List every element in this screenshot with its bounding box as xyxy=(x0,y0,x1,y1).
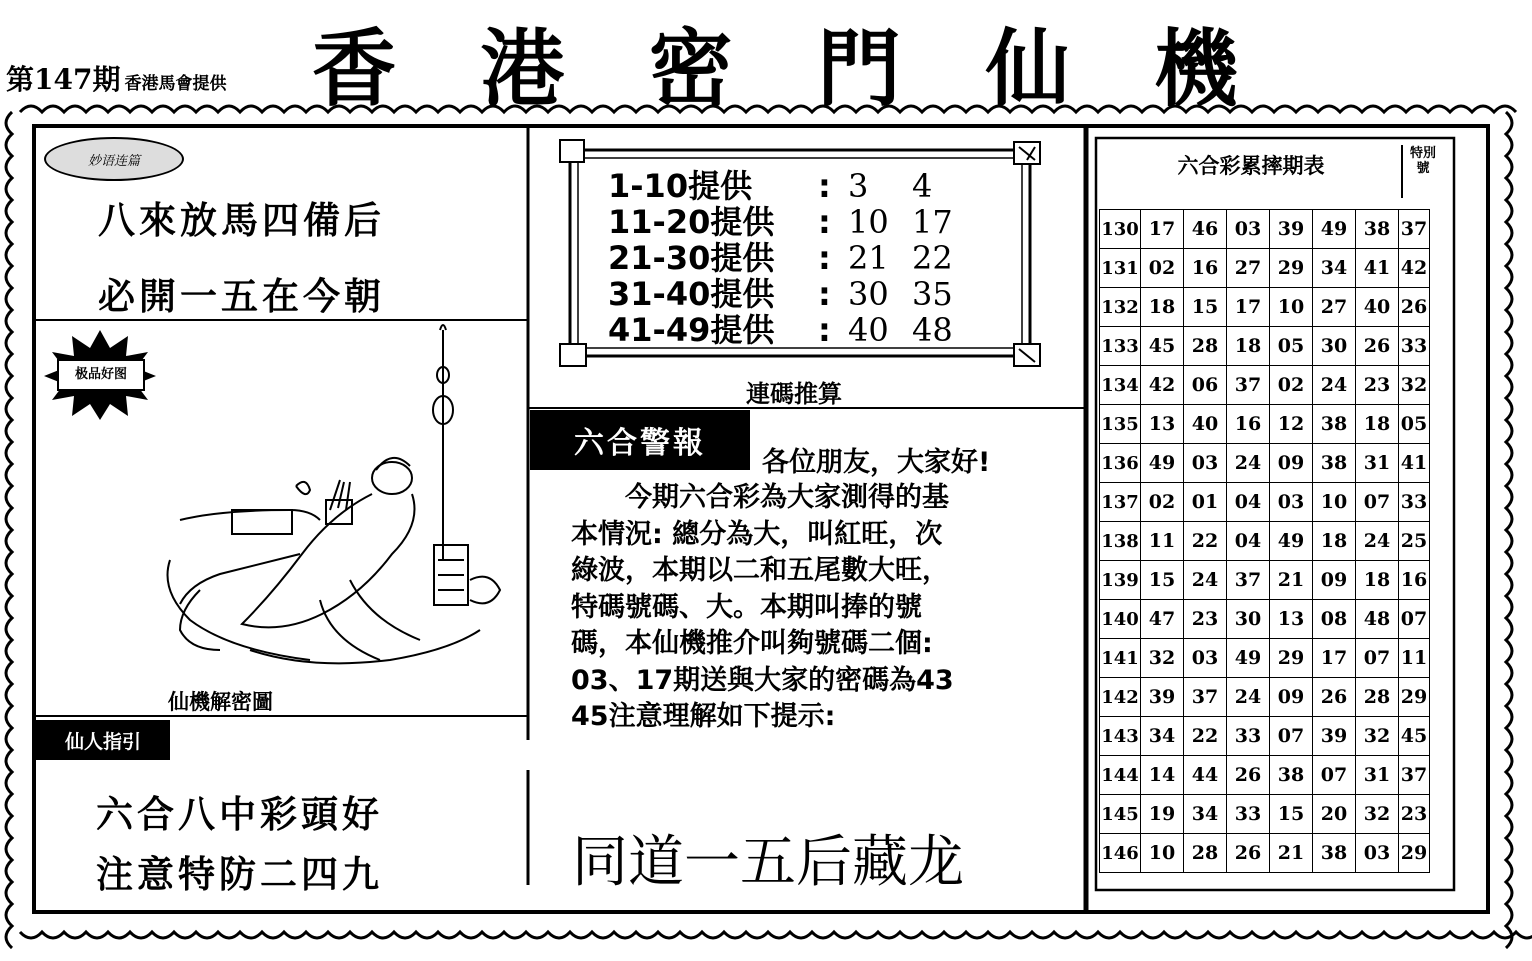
number-cell: 03 xyxy=(1227,210,1270,249)
provider-label: 香港馬會提供 xyxy=(124,74,227,94)
number-cell: 10 xyxy=(1141,834,1184,873)
issue-cell: 142 xyxy=(1100,678,1141,717)
number-cell: 33 xyxy=(1227,795,1270,834)
number-cell: 49 xyxy=(1141,444,1184,483)
number-cell: 48 xyxy=(1356,600,1399,639)
number-cell: 47 xyxy=(1141,600,1184,639)
table-row xyxy=(1100,561,1430,600)
number-cell: 39 xyxy=(1270,210,1313,249)
number-cell: 39 xyxy=(1141,678,1184,717)
badge-text: 妙语连篇 xyxy=(87,153,140,169)
alert-label-text: 六合警報 xyxy=(574,426,706,461)
number-cell: 09 xyxy=(1313,561,1356,600)
number-cell: 18 xyxy=(1227,327,1270,366)
special-number-cell: 41 xyxy=(1399,444,1430,483)
main-title xyxy=(312,2,1242,118)
table-row xyxy=(1100,522,1430,561)
special-number-cell: 33 xyxy=(1399,327,1430,366)
issue-label: 第147期 xyxy=(6,63,121,96)
number-cell: 04 xyxy=(1227,483,1270,522)
number-cell: 31 xyxy=(1356,756,1399,795)
special-number-cell: 33 xyxy=(1399,483,1430,522)
number-cell: 16 xyxy=(1227,405,1270,444)
number-cell: 04 xyxy=(1227,522,1270,561)
number-cell: 38 xyxy=(1313,405,1356,444)
number-cell: 30 xyxy=(1313,327,1356,366)
line-value-b: 4 xyxy=(912,167,933,205)
number-cell: 07 xyxy=(1356,483,1399,522)
table-row xyxy=(1100,717,1430,756)
table-row xyxy=(1100,405,1430,444)
line-value-b: 35 xyxy=(912,275,953,313)
line-row: 21-30提供 : 21 22 xyxy=(608,239,953,277)
issue-cell: 137 xyxy=(1100,483,1141,522)
special-number-cell: 37 xyxy=(1399,756,1430,795)
number-cell: 27 xyxy=(1313,288,1356,327)
line-value-a: 30 xyxy=(848,275,889,313)
issue-cell: 141 xyxy=(1100,639,1141,678)
number-cell: 06 xyxy=(1184,366,1227,405)
issue-cell: 133 xyxy=(1100,327,1141,366)
scalloped-border-left xyxy=(6,112,12,948)
number-cell: 26 xyxy=(1227,834,1270,873)
number-cell: 03 xyxy=(1184,639,1227,678)
number-cell: 32 xyxy=(1356,795,1399,834)
alert-label xyxy=(530,410,750,470)
title-char-1: 香 xyxy=(312,20,401,118)
paragraph-line: 本情況: 總分為大，叫紅旺，次 xyxy=(571,518,943,550)
special-number-cell: 07 xyxy=(1399,600,1430,639)
number-cell: 39 xyxy=(1313,717,1356,756)
number-cell: 03 xyxy=(1356,834,1399,873)
paragraph-line: 45注意理解如下提示: xyxy=(571,701,836,732)
special-number-cell: 29 xyxy=(1399,678,1430,717)
number-cell: 17 xyxy=(1227,288,1270,327)
number-cell: 33 xyxy=(1227,717,1270,756)
line-value-b: 22 xyxy=(912,239,953,277)
number-cell: 40 xyxy=(1356,288,1399,327)
number-cell: 10 xyxy=(1270,288,1313,327)
number-cell: 17 xyxy=(1313,639,1356,678)
issue-cell: 138 xyxy=(1100,522,1141,561)
line-value-a: 21 xyxy=(848,239,889,277)
number-cell: 13 xyxy=(1270,600,1313,639)
greeting: 各位朋友，大家好! xyxy=(762,447,991,478)
number-cell: 29 xyxy=(1270,249,1313,288)
number-cell: 45 xyxy=(1141,327,1184,366)
line-row: 1-10提供 : 3 4 xyxy=(608,167,933,205)
paragraph-line: 特碼號碼、大。本期叫捧的號 xyxy=(571,591,922,623)
number-cell: 28 xyxy=(1184,834,1227,873)
table-row xyxy=(1100,639,1430,678)
special-number-cell: 25 xyxy=(1399,522,1430,561)
title-char-3: 密 xyxy=(648,20,737,118)
issue-cell: 144 xyxy=(1100,756,1141,795)
line-range: 41-49提供 xyxy=(608,311,775,349)
table-title: 六合彩累摔期表 xyxy=(1177,154,1325,178)
table-row xyxy=(1100,795,1430,834)
poem-bottom-line-1: 六合八中彩頭好 xyxy=(96,793,383,836)
table-row xyxy=(1100,210,1430,249)
number-cell: 28 xyxy=(1356,678,1399,717)
scalloped-border-right xyxy=(1506,112,1512,948)
number-cell: 26 xyxy=(1313,678,1356,717)
number-cell: 21 xyxy=(1270,561,1313,600)
special-number-cell: 37 xyxy=(1399,210,1430,249)
line-range: 31-40提供 xyxy=(608,275,775,313)
title-char-5: 仙 xyxy=(985,20,1074,118)
number-cell: 24 xyxy=(1356,522,1399,561)
number-cell: 20 xyxy=(1313,795,1356,834)
table-row xyxy=(1100,288,1430,327)
number-cell: 24 xyxy=(1227,444,1270,483)
number-cell: 24 xyxy=(1227,678,1270,717)
badge-oval xyxy=(44,137,184,181)
table-row xyxy=(1100,834,1430,873)
special-number-cell: 45 xyxy=(1399,717,1430,756)
number-cell: 01 xyxy=(1184,483,1227,522)
table-row xyxy=(1100,366,1430,405)
number-cell: 49 xyxy=(1313,210,1356,249)
number-cell: 13 xyxy=(1141,405,1184,444)
issue-cell: 146 xyxy=(1100,834,1141,873)
lines-caption: 連碼推算 xyxy=(746,380,842,408)
number-cell: 49 xyxy=(1227,639,1270,678)
number-cell: 07 xyxy=(1313,756,1356,795)
scalloped-border-bottom xyxy=(20,932,1532,938)
number-cell: 07 xyxy=(1270,717,1313,756)
number-cell: 26 xyxy=(1227,756,1270,795)
number-cell: 28 xyxy=(1184,327,1227,366)
number-cell: 38 xyxy=(1313,444,1356,483)
table-row xyxy=(1100,483,1430,522)
issue-cell: 136 xyxy=(1100,444,1141,483)
table-row xyxy=(1100,327,1430,366)
number-cell: 46 xyxy=(1184,210,1227,249)
table-row xyxy=(1100,678,1430,717)
issue-number xyxy=(6,58,226,98)
number-cell: 18 xyxy=(1141,288,1184,327)
poem-top-line-2: 必開一五在今朝 xyxy=(98,275,385,318)
number-cell: 03 xyxy=(1184,444,1227,483)
issue-cell: 143 xyxy=(1100,717,1141,756)
line-value-a: 10 xyxy=(848,203,889,241)
lines-box xyxy=(560,136,1040,366)
line-range: 1-10提供 xyxy=(608,167,753,205)
number-cell: 21 xyxy=(1270,834,1313,873)
special-number-cell: 32 xyxy=(1399,366,1430,405)
issue-cell: 131 xyxy=(1100,249,1141,288)
number-cell: 15 xyxy=(1184,288,1227,327)
bottom-phrase: 同道一五后藏龙 xyxy=(572,830,964,895)
number-cell: 38 xyxy=(1313,834,1356,873)
special-number-cell: 16 xyxy=(1399,561,1430,600)
number-cell: 32 xyxy=(1141,639,1184,678)
special-number-header: 特別號 xyxy=(1409,146,1436,176)
issue-cell: 135 xyxy=(1100,405,1141,444)
number-cell: 41 xyxy=(1356,249,1399,288)
number-cell: 07 xyxy=(1356,639,1399,678)
number-cell: 11 xyxy=(1141,522,1184,561)
line-range: 21-30提供 xyxy=(608,239,775,277)
draw-history-body xyxy=(1100,210,1430,873)
paragraph-line: 03、17期送與大家的密碼為43 xyxy=(571,664,954,696)
forecast-paragraph xyxy=(571,480,1051,736)
number-cell: 37 xyxy=(1227,366,1270,405)
line-row: 31-40提供 : 30 35 xyxy=(608,275,953,313)
table-row xyxy=(1100,600,1430,639)
issue-cell: 132 xyxy=(1100,288,1141,327)
number-cell: 08 xyxy=(1313,600,1356,639)
special-number-cell: 42 xyxy=(1399,249,1430,288)
table-row xyxy=(1100,444,1430,483)
line-row: 41-49提供 : 40 48 xyxy=(608,311,953,349)
number-cell: 37 xyxy=(1184,678,1227,717)
number-cell: 15 xyxy=(1270,795,1313,834)
number-cell: 17 xyxy=(1141,210,1184,249)
number-cell: 24 xyxy=(1313,366,1356,405)
number-cell: 22 xyxy=(1184,717,1227,756)
paragraph-line: 綠波，本期以二和五尾數大旺， xyxy=(571,555,949,586)
guide-label xyxy=(36,720,170,760)
number-cell: 44 xyxy=(1184,756,1227,795)
number-cell: 02 xyxy=(1270,366,1313,405)
number-cell: 24 xyxy=(1184,561,1227,600)
number-cell: 30 xyxy=(1227,600,1270,639)
number-cell: 10 xyxy=(1313,483,1356,522)
special-number-cell: 23 xyxy=(1399,795,1430,834)
issue-cell: 145 xyxy=(1100,795,1141,834)
line-value-b: 17 xyxy=(912,203,953,241)
issue-cell: 130 xyxy=(1100,210,1141,249)
number-cell: 38 xyxy=(1356,210,1399,249)
line-row: 11-20提供 : 10 17 xyxy=(608,203,953,241)
number-cell: 34 xyxy=(1313,249,1356,288)
title-char-4: 門 xyxy=(817,20,906,118)
line-value-a: 3 xyxy=(848,167,869,205)
number-cell: 18 xyxy=(1356,405,1399,444)
special-number-cell: 29 xyxy=(1399,834,1430,873)
paragraph-line: 碼，本仙機推介叫夠號碼二個: xyxy=(571,628,933,659)
issue-cell: 134 xyxy=(1100,366,1141,405)
number-cell: 14 xyxy=(1141,756,1184,795)
number-cell: 05 xyxy=(1270,327,1313,366)
issue-cell: 139 xyxy=(1100,561,1141,600)
line-value-b: 48 xyxy=(912,311,953,349)
number-cell: 34 xyxy=(1141,717,1184,756)
number-cell: 19 xyxy=(1141,795,1184,834)
table-row xyxy=(1100,756,1430,795)
number-cell: 32 xyxy=(1356,717,1399,756)
line-range: 11-20提供 xyxy=(608,203,775,241)
line-value-a: 40 xyxy=(848,311,889,349)
number-cell: 02 xyxy=(1141,483,1184,522)
number-cell: 12 xyxy=(1270,405,1313,444)
number-cell: 03 xyxy=(1270,483,1313,522)
number-cell: 15 xyxy=(1141,561,1184,600)
number-cell: 42 xyxy=(1141,366,1184,405)
special-number-cell: 11 xyxy=(1399,639,1430,678)
number-cell: 02 xyxy=(1141,249,1184,288)
number-cell: 49 xyxy=(1270,522,1313,561)
guide-label-text: 仙人指引 xyxy=(64,730,141,753)
poem-bottom-line-2: 注意特防二四九 xyxy=(96,853,383,896)
number-cell: 16 xyxy=(1184,249,1227,288)
special-number-cell: 05 xyxy=(1399,405,1430,444)
paragraph-line: 今期六合彩為大家測得的基 xyxy=(571,482,949,513)
starburst-label: 极品好图 xyxy=(74,367,127,382)
number-cell: 23 xyxy=(1184,600,1227,639)
number-cell: 26 xyxy=(1356,327,1399,366)
draw-history-table xyxy=(1099,209,1430,873)
number-cell: 40 xyxy=(1184,405,1227,444)
number-cell: 29 xyxy=(1270,639,1313,678)
picture-caption: 仙機解密圖 xyxy=(168,690,273,714)
number-cell: 37 xyxy=(1227,561,1270,600)
number-cell: 27 xyxy=(1227,249,1270,288)
scalloped-border-top xyxy=(20,106,1516,112)
issue-cell: 140 xyxy=(1100,600,1141,639)
number-cell: 22 xyxy=(1184,522,1227,561)
title-char-2: 港 xyxy=(480,20,569,118)
special-number-cell: 26 xyxy=(1399,288,1430,327)
poem-top-line-1: 八來放馬四備后 xyxy=(98,199,385,242)
number-cell: 38 xyxy=(1270,756,1313,795)
scholar-illustration xyxy=(168,325,501,663)
table-row xyxy=(1100,249,1430,288)
number-cell: 18 xyxy=(1313,522,1356,561)
number-cell: 34 xyxy=(1184,795,1227,834)
number-cell: 09 xyxy=(1270,678,1313,717)
number-cell: 31 xyxy=(1356,444,1399,483)
number-cell: 18 xyxy=(1356,561,1399,600)
title-char-6: 機 xyxy=(1153,20,1242,118)
number-cell: 09 xyxy=(1270,444,1313,483)
number-cell: 23 xyxy=(1356,366,1399,405)
